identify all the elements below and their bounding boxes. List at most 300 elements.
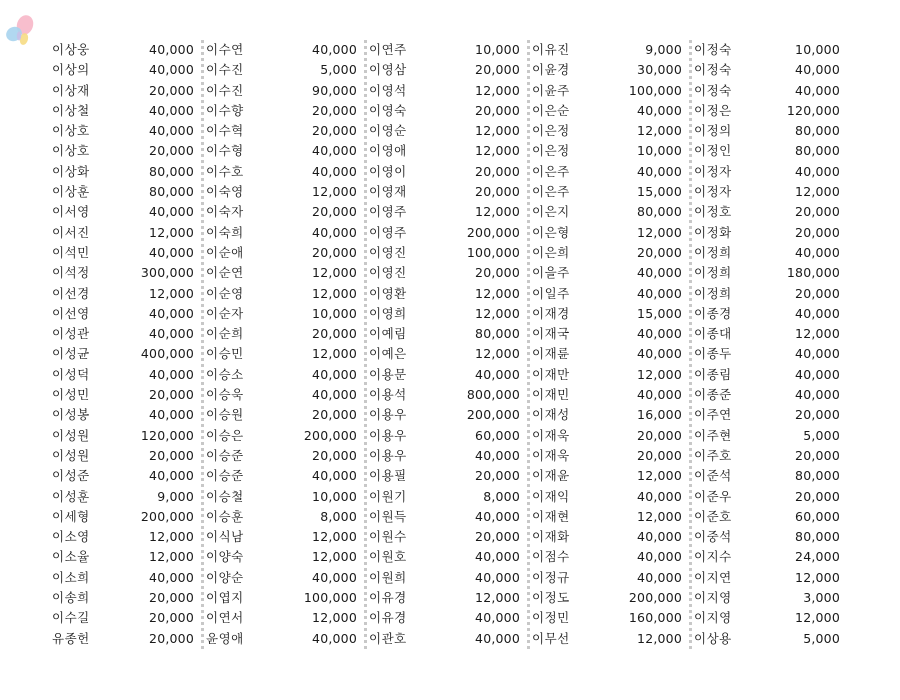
donor-name: 이양순 [206,569,244,585]
donation-amount: 20,000 [149,590,194,606]
list-item [688,568,846,588]
donor-name: 이서영 [52,204,90,220]
list-item [688,344,846,364]
list-item [200,223,363,243]
donation-amount: 40,000 [149,468,194,484]
list-item [688,446,846,466]
list-item [48,263,200,283]
donation-amount: 200,000 [140,508,194,524]
donation-amount: 12,000 [149,285,194,301]
donation-amount: 16,000 [637,407,682,423]
list-item [526,385,688,405]
donor-name: 이종경 [694,305,732,321]
list-item [363,101,526,121]
donation-amount: 9,000 [157,488,194,504]
list-item [363,527,526,547]
list-item [688,304,846,324]
list-item [526,588,688,608]
donor-name: 이정희 [694,244,732,260]
list-item [48,243,200,263]
list-item [200,304,363,324]
list-item [688,324,846,344]
donation-amount: 40,000 [149,366,194,382]
donation-amount: 20,000 [312,244,357,260]
donation-amount: 12,000 [637,123,682,139]
list-item [363,426,526,446]
donor-name: 이상웅 [52,42,90,57]
donor-name: 이수진 [206,62,244,78]
list-item [200,141,363,161]
donor-name: 이세형 [52,508,90,524]
list-item [200,60,363,80]
donor-name: 이영주 [369,224,407,240]
donation-amount: 12,000 [795,326,840,342]
donor-name: 이종두 [694,346,732,362]
donation-amount: 12,000 [312,184,357,200]
donation-amount: 40,000 [637,285,682,301]
donor-name: 이무선 [532,630,570,646]
donation-amount: 100,000 [628,82,682,98]
donation-amount: 80,000 [795,123,840,139]
donor-name: 이성봉 [52,407,90,423]
donor-name: 이상화 [52,163,90,179]
donation-amount: 40,000 [637,569,682,585]
list-item [200,365,363,385]
list-column [363,40,526,649]
list-item [48,284,200,304]
donor-name: 이소영 [52,529,90,545]
list-item [688,101,846,121]
list-item [200,81,363,101]
donor-name: 이식남 [206,529,244,545]
donor-name: 이재욱 [532,427,570,443]
donor-name: 이관호 [369,630,407,646]
list-item [688,243,846,263]
donation-amount: 5,000 [320,62,357,78]
donation-amount: 20,000 [795,204,840,220]
donation-amount: 40,000 [149,569,194,585]
list-item [48,588,200,608]
donation-amount: 10,000 [312,305,357,321]
donor-name: 이용우 [369,427,407,443]
donation-amount: 20,000 [637,447,682,463]
donor-name: 이영이 [369,163,407,179]
donor-name: 이승준 [206,468,244,484]
donor-name: 이석민 [52,244,90,260]
donor-name: 이준우 [694,488,732,504]
donor-name: 이정희 [694,265,732,281]
list-item [363,60,526,80]
list-item [200,385,363,405]
donor-name: 이종대 [694,326,732,342]
donation-amount: 40,000 [637,549,682,565]
list-item [48,608,200,628]
list-item [363,466,526,486]
donor-name: 이성원 [52,447,90,463]
donation-amount: 40,000 [312,224,357,240]
donor-name: 이은형 [532,224,570,240]
list-item [200,405,363,425]
list-item [688,121,846,141]
list-item [363,40,526,60]
list-item [526,629,688,649]
donor-name: 이승소 [206,366,244,382]
donor-name: 이정규 [532,569,570,585]
donation-amount: 20,000 [312,123,357,139]
list-item [526,405,688,425]
donor-name: 이영진 [369,244,407,260]
donation-amount: 12,000 [637,468,682,484]
donation-amount: 20,000 [475,102,520,118]
list-item [48,202,200,222]
donor-name: 이준호 [694,508,732,524]
list-item [688,60,846,80]
donation-amount: 40,000 [637,265,682,281]
donor-name: 이선경 [52,285,90,301]
donor-name: 이정숙 [694,62,732,78]
list-item [688,426,846,446]
donor-name: 이용우 [369,447,407,463]
list-item [200,466,363,486]
donor-name: 이순희 [206,326,244,342]
donation-amount: 30,000 [637,62,682,78]
donation-amount: 40,000 [795,366,840,382]
donor-name: 이성균 [52,346,90,362]
list-item [688,405,846,425]
donation-amount: 40,000 [149,326,194,342]
donor-name: 이영애 [369,143,407,159]
donor-name: 이지연 [694,569,732,585]
list-item [48,223,200,243]
list-item [200,40,363,60]
list-item [200,121,363,141]
list-item [526,344,688,364]
donation-amount: 20,000 [475,163,520,179]
list-item [48,60,200,80]
donation-amount: 40,000 [149,244,194,260]
donor-name: 이송희 [52,590,90,606]
donor-name: 이예은 [369,346,407,362]
donor-name: 이순애 [206,244,244,260]
donation-amount: 12,000 [475,346,520,362]
donation-amount: 12,000 [475,82,520,98]
list-item [363,446,526,466]
list-item [363,385,526,405]
donation-amount: 20,000 [312,447,357,463]
donation-amount: 12,000 [795,569,840,585]
list-item [526,81,688,101]
donation-amount: 12,000 [312,265,357,281]
donor-name: 이주연 [694,407,732,423]
donor-name: 이수호 [206,163,244,179]
donor-name: 이중석 [694,529,732,545]
list-column [48,40,200,649]
list-column [688,40,846,649]
donor-name: 이수혁 [206,123,244,139]
donor-name: 이재욱 [532,447,570,463]
donor-name: 이성원 [52,427,90,443]
list-item [688,588,846,608]
donation-amount: 40,000 [637,529,682,545]
donation-amount: 200,000 [303,427,357,443]
donor-name: 이원기 [369,488,407,504]
list-item [363,121,526,141]
donation-amount: 40,000 [475,610,520,626]
donation-amount: 5,000 [803,630,840,646]
donor-name: 이수진 [206,82,244,98]
list-item [363,304,526,324]
list-item [48,101,200,121]
donation-amount: 200,000 [466,224,520,240]
donor-name: 이은순 [532,102,570,118]
donation-amount: 40,000 [795,346,840,362]
donor-name: 이재만 [532,366,570,382]
donation-amount: 20,000 [795,488,840,504]
list-item [526,507,688,527]
donation-amount: 20,000 [149,143,194,159]
list-item [48,81,200,101]
list-item [48,527,200,547]
list-item [526,466,688,486]
list-item [48,182,200,202]
list-item [526,487,688,507]
list-item [200,243,363,263]
donation-amount: 12,000 [637,224,682,240]
donation-amount: 40,000 [312,143,357,159]
list-item [363,182,526,202]
donation-amount: 20,000 [795,447,840,463]
donation-amount: 300,000 [140,265,194,281]
list-item [363,141,526,161]
donor-name: 이석정 [52,265,90,281]
donor-name: 윤영애 [206,630,244,646]
donation-amount: 20,000 [475,184,520,200]
list-item [526,141,688,161]
donor-name: 이정의 [694,123,732,139]
donation-amount: 20,000 [149,610,194,626]
donation-amount: 12,000 [149,224,194,240]
list-item [48,568,200,588]
list-item [688,466,846,486]
donation-amount: 40,000 [149,102,194,118]
list-item [363,263,526,283]
list-item [688,141,846,161]
donor-name: 이영숙 [369,102,407,118]
donor-name: 이승훈 [206,508,244,524]
donation-amount: 12,000 [312,610,357,626]
donation-amount: 8,000 [483,488,520,504]
list-item [526,40,688,60]
list-item [200,629,363,649]
list-item [688,223,846,243]
list-item [526,446,688,466]
donation-amount: 8,000 [320,508,357,524]
donor-name: 이원희 [369,569,407,585]
donation-amount: 12,000 [475,285,520,301]
list-item [363,344,526,364]
donation-amount: 40,000 [312,163,357,179]
donor-name: 이은주 [532,184,570,200]
donor-name: 이지영 [694,610,732,626]
donor-name: 이원수 [369,529,407,545]
list-item [526,365,688,385]
donor-name: 이예림 [369,326,407,342]
donation-amount: 180,000 [786,265,840,281]
list-item [526,284,688,304]
list-item [688,202,846,222]
list-item [200,608,363,628]
list-item [363,162,526,182]
donor-name: 이정숙 [694,42,732,57]
donation-amount: 40,000 [475,508,520,524]
donor-name: 이정자 [694,163,732,179]
donation-amount: 12,000 [475,204,520,220]
list-item [48,507,200,527]
donation-amount: 3,000 [803,590,840,606]
list-item [688,182,846,202]
donor-name: 이은희 [532,244,570,260]
list-item [200,284,363,304]
donor-name: 이수향 [206,102,244,118]
donor-name: 이수형 [206,143,244,159]
list-item [48,141,200,161]
donation-amount: 40,000 [637,102,682,118]
donation-amount: 20,000 [795,285,840,301]
donor-name: 이승철 [206,488,244,504]
donation-amount: 40,000 [795,387,840,403]
donation-amount: 80,000 [795,143,840,159]
donation-amount: 40,000 [795,305,840,321]
donation-amount: 40,000 [312,42,357,57]
donation-amount: 60,000 [795,508,840,524]
donor-list-table [48,40,846,649]
donation-amount: 12,000 [312,549,357,565]
donor-name: 이영석 [369,82,407,98]
donation-amount: 40,000 [637,387,682,403]
donation-amount: 40,000 [149,62,194,78]
donor-name: 이상철 [52,102,90,118]
donation-amount: 100,000 [466,244,520,260]
list-item [526,243,688,263]
list-item [688,527,846,547]
list-item [363,223,526,243]
donation-amount: 20,000 [475,468,520,484]
donor-name: 이영진 [369,265,407,281]
donation-amount: 5,000 [803,427,840,443]
list-item [688,385,846,405]
donor-name: 이정자 [694,184,732,200]
donation-amount: 40,000 [149,123,194,139]
donation-amount: 100,000 [303,590,357,606]
list-item [200,446,363,466]
list-item [526,223,688,243]
donation-amount: 40,000 [475,366,520,382]
donor-name: 이을주 [532,265,570,281]
donation-amount: 12,000 [312,285,357,301]
donor-name: 이숙희 [206,224,244,240]
donor-name: 이재국 [532,326,570,342]
list-item [48,304,200,324]
donor-name: 이연서 [206,610,244,626]
list-item [200,324,363,344]
donation-amount: 40,000 [637,346,682,362]
list-item [526,121,688,141]
list-item [526,304,688,324]
donor-name: 이성덕 [52,366,90,382]
list-item [363,629,526,649]
donation-amount: 9,000 [645,42,682,57]
donor-name: 이재현 [532,508,570,524]
list-item [200,568,363,588]
donation-amount: 10,000 [795,42,840,57]
list-item [363,81,526,101]
donor-name: 이용문 [369,366,407,382]
list-item [48,547,200,567]
list-item [688,365,846,385]
donor-name: 이승준 [206,447,244,463]
list-item [688,162,846,182]
donor-name: 이정호 [694,204,732,220]
donation-amount: 120,000 [786,102,840,118]
donation-amount: 12,000 [475,123,520,139]
donor-name: 이수연 [206,42,244,57]
donor-name: 이은정 [532,143,570,159]
donation-amount: 20,000 [312,204,357,220]
donor-name: 이준석 [694,468,732,484]
list-item [200,527,363,547]
donation-amount: 10,000 [475,42,520,57]
donation-amount: 12,000 [312,529,357,545]
donor-name: 이엽지 [206,590,244,606]
list-item [363,588,526,608]
list-item [526,60,688,80]
donor-name: 이재륜 [532,346,570,362]
donation-amount: 40,000 [312,630,357,646]
list-item [363,324,526,344]
list-item [688,608,846,628]
donor-name: 이상호 [52,123,90,139]
donor-name: 이점수 [532,549,570,565]
donor-name: 이상재 [52,82,90,98]
donor-name: 이은정 [532,123,570,139]
donation-amount: 40,000 [795,62,840,78]
donation-amount: 20,000 [795,407,840,423]
donor-name: 이영삼 [369,62,407,78]
donor-name: 이주현 [694,427,732,443]
donation-amount: 10,000 [312,488,357,504]
donation-amount: 12,000 [149,549,194,565]
list-item [200,547,363,567]
list-item [363,405,526,425]
donation-amount: 12,000 [312,346,357,362]
donor-name: 이상호 [52,143,90,159]
list-item [200,487,363,507]
donation-amount: 400,000 [140,346,194,362]
donation-amount: 20,000 [637,427,682,443]
list-item [363,284,526,304]
donation-amount: 20,000 [149,82,194,98]
donor-name: 이순자 [206,305,244,321]
list-column [200,40,363,649]
list-item [48,40,200,60]
donor-name: 이상의 [52,62,90,78]
donor-name: 이연주 [369,42,407,57]
donation-amount: 80,000 [637,204,682,220]
donor-name: 이성훈 [52,488,90,504]
donation-amount: 40,000 [637,163,682,179]
donor-name: 이윤주 [532,82,570,98]
donor-name: 이숙영 [206,184,244,200]
